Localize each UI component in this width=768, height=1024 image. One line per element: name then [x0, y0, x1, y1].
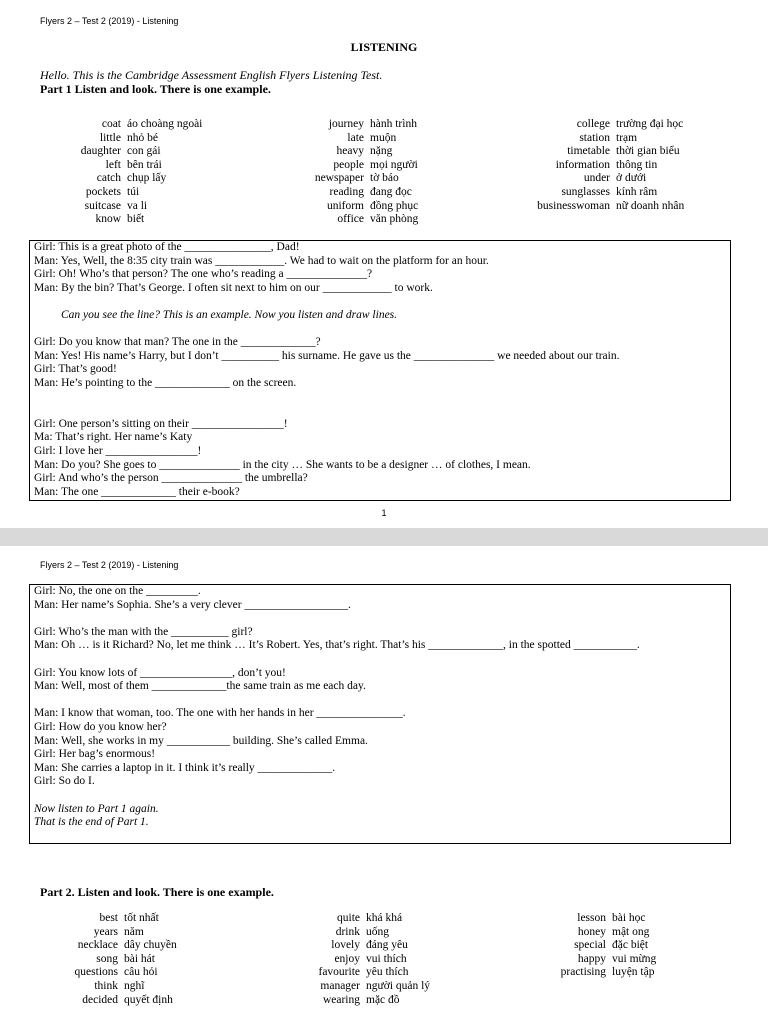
vocab-column-5 [290, 912, 430, 1007]
vocab-word: drink [335, 925, 360, 938]
intro [40, 68, 382, 96]
vocab-word: lovely [331, 939, 360, 952]
vocab-translation: mật ong [612, 925, 650, 938]
vocab-translation: hành trình [370, 118, 417, 130]
vocab-row [60, 994, 177, 1008]
dialogue-line: Girl: How do you know her? [34, 720, 167, 733]
vocab-translation: người quản lý [366, 979, 431, 992]
blank-line [34, 404, 726, 418]
dialogue-box-1 [29, 240, 731, 501]
vocab-translation: vui mừng [612, 952, 657, 965]
blank-line [34, 391, 726, 405]
dialogue-line: Now listen to Part 1 again. [34, 802, 159, 815]
page-header: Flyers 2 – Test 2 (2019) - Listening [40, 560, 179, 570]
dialogue-line: Girl: One person’s sitting on their ________________! [34, 417, 288, 430]
vocab-word: catch [96, 172, 121, 185]
dialogue-line: Man: Yes, Well, the 8:35 city train was ____________. We had to wait on the platform for an hour. [34, 254, 489, 267]
vocab-translation: luyện tập [612, 966, 655, 979]
vocab-word: uniform [326, 199, 364, 212]
vocab-translation: kính râm [616, 185, 658, 198]
vocab-column-2 [290, 118, 418, 227]
vocab-column-6 [520, 912, 656, 980]
dialogue-line: Girl: So do I. [34, 775, 95, 788]
dialogue-line: Girl: I love her ________________! [34, 444, 202, 457]
vocab-word: special [574, 939, 606, 952]
vocab-word: years [93, 925, 118, 938]
vocab-row [290, 132, 418, 146]
dialogue-line: Girl: Who’s the man with the __________ girl? [34, 625, 253, 638]
vocab-word: coat [101, 118, 121, 130]
dialogue-line: Man: The one _____________ their e-book? [34, 485, 240, 498]
vocab-word: little [99, 131, 121, 144]
vocab-row [290, 980, 430, 994]
dialogue-line: Man: Well, she works in my ___________ building. She’s called Emma. [34, 734, 368, 747]
dialogue-line: Man: Her name’s Sophia. She’s a very clever __________________. [34, 598, 351, 611]
vocab-translation: bài học [612, 912, 646, 924]
vocab-translation: uống [366, 925, 389, 938]
vocab-row [60, 186, 202, 200]
vocab-row [60, 200, 202, 214]
vocab-translation: bài hát [124, 952, 155, 965]
vocab-translation: biết [127, 213, 145, 226]
page-2 [0, 546, 768, 1024]
vocab-row [520, 159, 684, 173]
vocab-word: lesson [577, 912, 606, 924]
dialogue-line: Girl: Do you know that man? The one in the _____________? [34, 336, 321, 349]
vocab-row [60, 213, 202, 227]
vocab-translation: ở dưới [616, 172, 647, 185]
vocab-row [520, 912, 656, 926]
vocab-word: quite [337, 912, 360, 924]
dialogue-line: Girl: Her bag’s enormous! [34, 748, 156, 761]
vocab-word: late [347, 131, 364, 144]
vocab-translation: nghĩ [124, 979, 145, 992]
vocab-translation: trạm [616, 131, 638, 144]
dialogue-line: Man: Oh … is it Richard? No, let me think … It’s Robert. Yes, that’s right. That’s his _____________, in the spotted ___________. [34, 639, 640, 652]
vocab-translation: túi [127, 185, 140, 198]
vocab-row [290, 213, 418, 227]
vocab-translation: tờ báo [370, 172, 399, 185]
vocab-row [60, 145, 202, 159]
vocab-row [290, 118, 418, 132]
vocab-row [60, 980, 177, 994]
vocab-word: know [95, 213, 121, 226]
vocab-word: manager [320, 979, 360, 992]
vocab-word: enjoy [334, 952, 360, 965]
vocab-row [60, 159, 202, 173]
dialogue-line: That is the end of Part 1. [34, 816, 149, 829]
vocab-word: wearing [322, 993, 360, 1006]
vocab-row [60, 966, 177, 980]
dialogue-line: Man: Yes! His name’s Harry, but I don’t __________ his surname. He gave us the ______________ we needed about our train. [34, 349, 620, 362]
vocab-row [290, 159, 418, 173]
vocab-word: practising [560, 966, 606, 979]
blank-line [34, 612, 726, 626]
dialogue-line: Ma: That’s right. Her name’s Katy [34, 431, 193, 444]
dialogue-line: Man: She carries a laptop in it. I think it’s really _____________. [34, 761, 336, 774]
vocab-translation: quyết định [124, 993, 173, 1006]
vocab-word: decided [82, 993, 118, 1006]
vocab-translation: nặng [370, 145, 393, 158]
vocab-word: businesswoman [537, 199, 610, 212]
vocab-translation: tốt nhất [124, 912, 159, 924]
dialogue-line: Man: He’s pointing to the _____________ on the screen. [34, 376, 297, 389]
vocab-row [520, 966, 656, 980]
part1-heading: Part 1 Listen and look. There is one example. [40, 82, 271, 96]
vocab-row [290, 994, 430, 1008]
vocab-word: honey [577, 925, 606, 938]
vocab-translation: trường đại học [616, 118, 684, 130]
vocab-word: happy [577, 952, 606, 965]
blank-line [34, 694, 726, 708]
vocab-row [60, 118, 202, 132]
vocab-word: song [96, 952, 118, 965]
vocab-column-3 [520, 118, 684, 213]
vocab-row [520, 926, 656, 940]
intro-line: Hello. This is the Cambridge Assessment English Flyers Listening Test. [40, 68, 383, 82]
dialogue-line: Girl: And who’s the person ______________ the umbrella? [34, 472, 308, 485]
vocab-word: suitcase [84, 199, 121, 212]
vocab-translation: bên trái [127, 158, 162, 171]
vocab-translation: dây chuyền [124, 939, 177, 952]
vocab-translation: yêu thích [366, 966, 409, 979]
vocab-word: people [333, 158, 364, 171]
vocab-column-1 [60, 118, 202, 227]
vocab-word: station [579, 131, 610, 144]
vocab-word: left [105, 158, 121, 171]
vocab-row [60, 172, 202, 186]
vocab-translation: đặc biệt [612, 939, 649, 952]
vocab-translation: đáng yêu [366, 939, 408, 952]
dialogue-line: Can you see the line? This is an example. Now you listen and draw lines. [61, 308, 398, 321]
blank-line [34, 323, 726, 337]
dialogue-line: Man: Do you? She goes to ______________ in the city … She wants to be a designer … of clothes, I mean. [34, 458, 531, 471]
dialogue-line: Man: By the bin? That’s George. I often sit next to him on our ____________ to work. [34, 281, 433, 294]
vocab-translation: nữ doanh nhân [616, 199, 685, 212]
vocab-word: college [576, 118, 610, 130]
blank-line [34, 653, 726, 667]
vocab-row [520, 172, 684, 186]
vocab-row [520, 118, 684, 132]
vocab-row [290, 186, 418, 200]
vocab-word: newspaper [314, 172, 364, 185]
vocab-translation: thời gian biểu [616, 145, 680, 158]
vocab-translation: đang đọc [370, 185, 412, 198]
vocab-row [290, 145, 418, 159]
page-title: LISTENING [350, 40, 418, 54]
dialogue-box-2 [29, 584, 731, 844]
vocab-column-4 [60, 912, 177, 1007]
vocab-translation: năm [124, 925, 144, 938]
vocab-row [520, 186, 684, 200]
vocab-word: heavy [336, 145, 364, 158]
vocab-translation: khá khá [366, 912, 403, 924]
vocab-row [520, 939, 656, 953]
vocab-row [60, 926, 177, 940]
vocab-row [290, 912, 430, 926]
dialogue-line: Girl: You know lots of ________________, don’t you! [34, 666, 286, 679]
vocab-word: timetable [567, 145, 610, 158]
vocab-row [290, 939, 430, 953]
vocab-translation: muộn [370, 131, 397, 144]
vocab-row [60, 132, 202, 146]
vocab-word: pockets [85, 185, 121, 198]
dialogue-line: Man: I know that woman, too. The one with her hands in her _______________. [34, 707, 406, 720]
vocab-translation: mọi người [370, 158, 418, 171]
vocab-row [520, 953, 656, 967]
vocab-row [290, 172, 418, 186]
vocab-word: best [99, 912, 118, 924]
vocab-translation: vui thích [366, 952, 407, 965]
dialogue-line: Girl: Oh! Who’s that person? The one who’s reading a ______________? [34, 268, 373, 281]
vocab-word: favourite [318, 966, 360, 979]
vocab-word: office [337, 213, 364, 226]
vocab-row [520, 200, 684, 214]
vocab-row [60, 939, 177, 953]
vocab-row [290, 966, 430, 980]
vocab-word: sunglasses [561, 185, 610, 198]
vocab-translation: va li [127, 199, 148, 212]
vocab-row [290, 926, 430, 940]
vocab-row [520, 132, 684, 146]
dialogue-line: Man: Well, most of them _____________the same train as me each day. [34, 680, 366, 693]
dialogue-line: Girl: No, the one on the _________. [34, 585, 201, 597]
vocab-translation: chụp lấy [127, 172, 167, 185]
vocab-translation: mặc đồ [366, 993, 400, 1006]
vocab-row [60, 912, 177, 926]
vocab-word: daughter [80, 145, 121, 158]
vocab-word: necklace [77, 939, 118, 952]
vocab-translation: văn phòng [370, 213, 419, 226]
vocab-translation: câu hỏi [124, 966, 158, 979]
vocab-row [290, 953, 430, 967]
page-number: 1 [381, 508, 387, 518]
page-header: Flyers 2 – Test 2 (2019) - Listening [40, 16, 179, 26]
vocab-word: under [583, 172, 610, 185]
vocab-translation: áo choàng ngoài [127, 118, 203, 130]
dialogue-line: Girl: That’s good! [34, 363, 117, 376]
part2-heading: Part 2. Listen and look. There is one example. [40, 885, 274, 899]
dialogue-line: Girl: This is a great photo of the _______________, Dad! [34, 241, 300, 253]
vocab-translation: nhỏ bé [127, 131, 158, 144]
blank-line [34, 295, 726, 309]
vocab-translation: thông tin [616, 158, 658, 171]
vocab-translation: con gái [127, 145, 161, 158]
vocab-row [60, 953, 177, 967]
vocab-word: information [555, 158, 610, 171]
vocab-row [290, 200, 418, 214]
vocab-word: think [94, 979, 118, 992]
vocab-translation: đồng phục [370, 199, 419, 212]
vocab-word: journey [328, 118, 364, 130]
vocab-word: questions [74, 966, 118, 979]
blank-line [34, 789, 726, 803]
vocab-row [520, 145, 684, 159]
vocab-word: reading [329, 185, 364, 198]
